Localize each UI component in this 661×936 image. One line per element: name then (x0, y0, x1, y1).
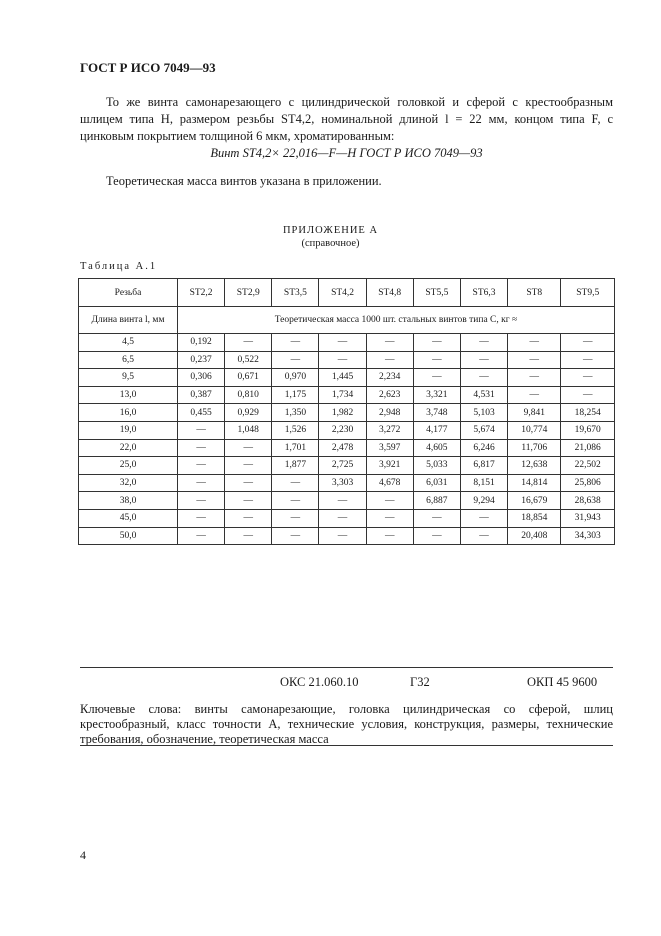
table-row (79, 386, 615, 404)
page-number: 4 (80, 848, 86, 862)
mass-cell: — (178, 421, 225, 439)
mass-cell: 9,294 (460, 492, 507, 510)
length-cell: 38,0 (79, 492, 178, 510)
mass-table (78, 278, 615, 545)
mass-cell: — (561, 369, 615, 387)
mass-cell: — (413, 334, 460, 352)
mass-cell: 1,350 (272, 404, 319, 422)
table-row (79, 457, 615, 475)
mass-cell: — (319, 527, 366, 545)
mass-cell: — (460, 351, 507, 369)
appendix-title: ПРИЛОЖЕНИЕ А (282, 225, 379, 236)
mass-cell: — (272, 509, 319, 527)
mass-cell: — (178, 509, 225, 527)
mass-cell: 2,234 (366, 369, 413, 387)
thread-size-header: ST4,8 (366, 279, 413, 307)
mass-cell: 1,701 (272, 439, 319, 457)
mass-cell: 0,237 (178, 351, 225, 369)
mass-cell: — (272, 351, 319, 369)
mass-cell: 9,841 (508, 404, 561, 422)
mass-cell: 0,387 (178, 386, 225, 404)
group-code: Г32 (410, 675, 430, 689)
mass-cell: 31,943 (561, 509, 615, 527)
mass-cell: 20,408 (508, 527, 561, 545)
table-caption: Таблица А.1 (80, 261, 158, 272)
length-cell: 16,0 (79, 404, 178, 422)
mass-cell: 3,597 (366, 439, 413, 457)
mass-cell: — (366, 509, 413, 527)
classification-codes (80, 675, 613, 693)
mass-cell: 11,706 (508, 439, 561, 457)
mass-cell: — (272, 474, 319, 492)
mass-cell: — (225, 334, 272, 352)
thread-size-header: ST6,3 (460, 279, 507, 307)
mass-cell: — (460, 334, 507, 352)
length-cell: 50,0 (79, 527, 178, 545)
mass-cell: — (508, 351, 561, 369)
mass-cell: — (413, 509, 460, 527)
mass-cell: — (225, 527, 272, 545)
mass-cell: 0,306 (178, 369, 225, 387)
mass-cell: 12,638 (508, 457, 561, 475)
thread-size-header: ST9,5 (561, 279, 615, 307)
mass-cell: 19,670 (561, 421, 615, 439)
mass-cell: 5,674 (460, 421, 507, 439)
mass-cell: 0,192 (178, 334, 225, 352)
mass-cell: 1,526 (272, 421, 319, 439)
mass-cell: 1,445 (319, 369, 366, 387)
table-row (79, 492, 615, 510)
length-cell: 22,0 (79, 439, 178, 457)
mass-cell: 4,678 (366, 474, 413, 492)
mass-cell: — (366, 351, 413, 369)
length-cell: 32,0 (79, 474, 178, 492)
mass-cell: 34,303 (561, 527, 615, 545)
mass-cell: — (413, 351, 460, 369)
mass-cell: — (413, 527, 460, 545)
document-header: ГОСТ Р ИСО 7049—93 (80, 60, 216, 75)
mass-cell: 0,929 (225, 404, 272, 422)
mass-cell: 4,177 (413, 421, 460, 439)
length-cell: 19,0 (79, 421, 178, 439)
mass-cell: — (366, 334, 413, 352)
mass-cell: 0,671 (225, 369, 272, 387)
mass-cell: — (561, 351, 615, 369)
mass-cell: 3,272 (366, 421, 413, 439)
mass-header: Теоретическая масса 1000 шт. стальных винтов типа С, кг ≈ (178, 307, 615, 334)
mass-cell: 1,734 (319, 386, 366, 404)
mass-cell: — (272, 334, 319, 352)
table-header-row (79, 279, 615, 307)
mass-cell: — (272, 492, 319, 510)
mass-cell: 6,031 (413, 474, 460, 492)
thread-size-header: ST2,9 (225, 279, 272, 307)
mass-cell: — (225, 474, 272, 492)
table-row (79, 334, 615, 352)
table-row (79, 439, 615, 457)
length-cell: 25,0 (79, 457, 178, 475)
oks-code: ОКС 21.060.10 (280, 675, 359, 689)
mass-cell: 2,478 (319, 439, 366, 457)
length-cell: 4,5 (79, 334, 178, 352)
mass-cell: 5,033 (413, 457, 460, 475)
table-row (79, 527, 615, 545)
thread-size-header: ST5,5 (413, 279, 460, 307)
mass-cell: 18,254 (561, 404, 615, 422)
mass-cell: 16,679 (508, 492, 561, 510)
table-row (79, 509, 615, 527)
length-cell: 6,5 (79, 351, 178, 369)
mass-cell: 3,303 (319, 474, 366, 492)
mass-cell: — (178, 474, 225, 492)
mass-cell: 2,725 (319, 457, 366, 475)
mass-cell: 1,877 (272, 457, 319, 475)
mass-cell: 6,887 (413, 492, 460, 510)
mass-cell: — (178, 439, 225, 457)
mass-cell: 4,531 (460, 386, 507, 404)
mass-cell: — (508, 334, 561, 352)
mass-cell: — (413, 369, 460, 387)
mass-cell: 18,854 (508, 509, 561, 527)
mass-cell: 8,151 (460, 474, 507, 492)
table-row (79, 351, 615, 369)
mass-cell: 10,774 (508, 421, 561, 439)
table-row (79, 421, 615, 439)
mass-cell: — (178, 527, 225, 545)
table-row (79, 474, 615, 492)
mass-cell: 2,948 (366, 404, 413, 422)
table-row (79, 404, 615, 422)
thread-size-header: ST2,2 (178, 279, 225, 307)
mass-cell: — (460, 369, 507, 387)
mass-cell: — (225, 509, 272, 527)
mass-cell: 0,455 (178, 404, 225, 422)
mass-cell: 0,522 (225, 351, 272, 369)
mass-cell: — (225, 457, 272, 475)
thread-corner-header: Резьба (79, 279, 178, 307)
mass-cell: — (366, 527, 413, 545)
thread-size-header: ST3,5 (272, 279, 319, 307)
okp-code: ОКП 45 9600 (527, 675, 598, 689)
mass-cell: — (508, 369, 561, 387)
mass-cell: 1,175 (272, 386, 319, 404)
mass-cell: — (460, 527, 507, 545)
mass-cell: — (178, 457, 225, 475)
mass-cell: — (319, 492, 366, 510)
mass-cell: — (272, 527, 319, 545)
mass-cell: 3,921 (366, 457, 413, 475)
thread-size-header: ST8 (508, 279, 561, 307)
mass-cell: — (366, 492, 413, 510)
mass-cell: 25,806 (561, 474, 615, 492)
mass-cell: — (319, 351, 366, 369)
mass-cell: 28,638 (561, 492, 615, 510)
mass-cell: 6,246 (460, 439, 507, 457)
appendix-subtitle: (справочное) (301, 238, 360, 249)
mass-cell: 3,748 (413, 404, 460, 422)
table-row (79, 369, 615, 387)
mass-cell: 6,817 (460, 457, 507, 475)
keywords: Ключевые слова: винты самонарезающие, головка цилиндрическая со сферой, шлиц крестообразный, класс точности А, технические условия, конструкция, размеры, технические требования, обозначение, теоретическая масса (80, 702, 613, 746)
mass-cell: — (319, 334, 366, 352)
thread-size-header: ST4,2 (319, 279, 366, 307)
length-cell: 45,0 (79, 509, 178, 527)
mass-cell: — (319, 509, 366, 527)
mass-cell: 1,048 (225, 421, 272, 439)
mass-cell: — (508, 386, 561, 404)
mass-cell: 1,982 (319, 404, 366, 422)
designation-example: Винт ST4,2× 22,016—F—Н ГОСТ Р ИСО 7049—93 (210, 146, 483, 160)
mass-cell: 4,605 (413, 439, 460, 457)
length-cell: 9,5 (79, 369, 178, 387)
mass-cell: 22,502 (561, 457, 615, 475)
mass-cell: — (178, 492, 225, 510)
mass-cell: 2,230 (319, 421, 366, 439)
mass-cell: 5,103 (460, 404, 507, 422)
mass-cell: 21,086 (561, 439, 615, 457)
mass-note-paragraph: Теоретическая масса винтов указана в приложении. (106, 174, 382, 188)
mass-cell: — (460, 509, 507, 527)
example-paragraph: То же винта самонарезающего с цилиндрической головкой и сферой с крестообразным шлицем типа Н, размером резьбы ST4,2, номинальной длиной l = 22 мм, концом типа F, с цинковым покрытием толщиной 6 мкм, хроматированным: (80, 95, 613, 143)
mass-cell: 0,970 (272, 369, 319, 387)
length-header: Длина винта l, мм (79, 307, 178, 334)
mass-cell: 0,810 (225, 386, 272, 404)
length-cell: 13,0 (79, 386, 178, 404)
mass-cell: — (561, 386, 615, 404)
mass-cell: 14,814 (508, 474, 561, 492)
footer-divider-bottom (80, 745, 613, 746)
mass-cell: 3,321 (413, 386, 460, 404)
mass-cell: — (225, 492, 272, 510)
footer-divider-top (80, 667, 613, 668)
mass-cell: — (225, 439, 272, 457)
mass-cell: 2,623 (366, 386, 413, 404)
mass-cell: — (561, 334, 615, 352)
table-subheader-row (79, 307, 615, 334)
